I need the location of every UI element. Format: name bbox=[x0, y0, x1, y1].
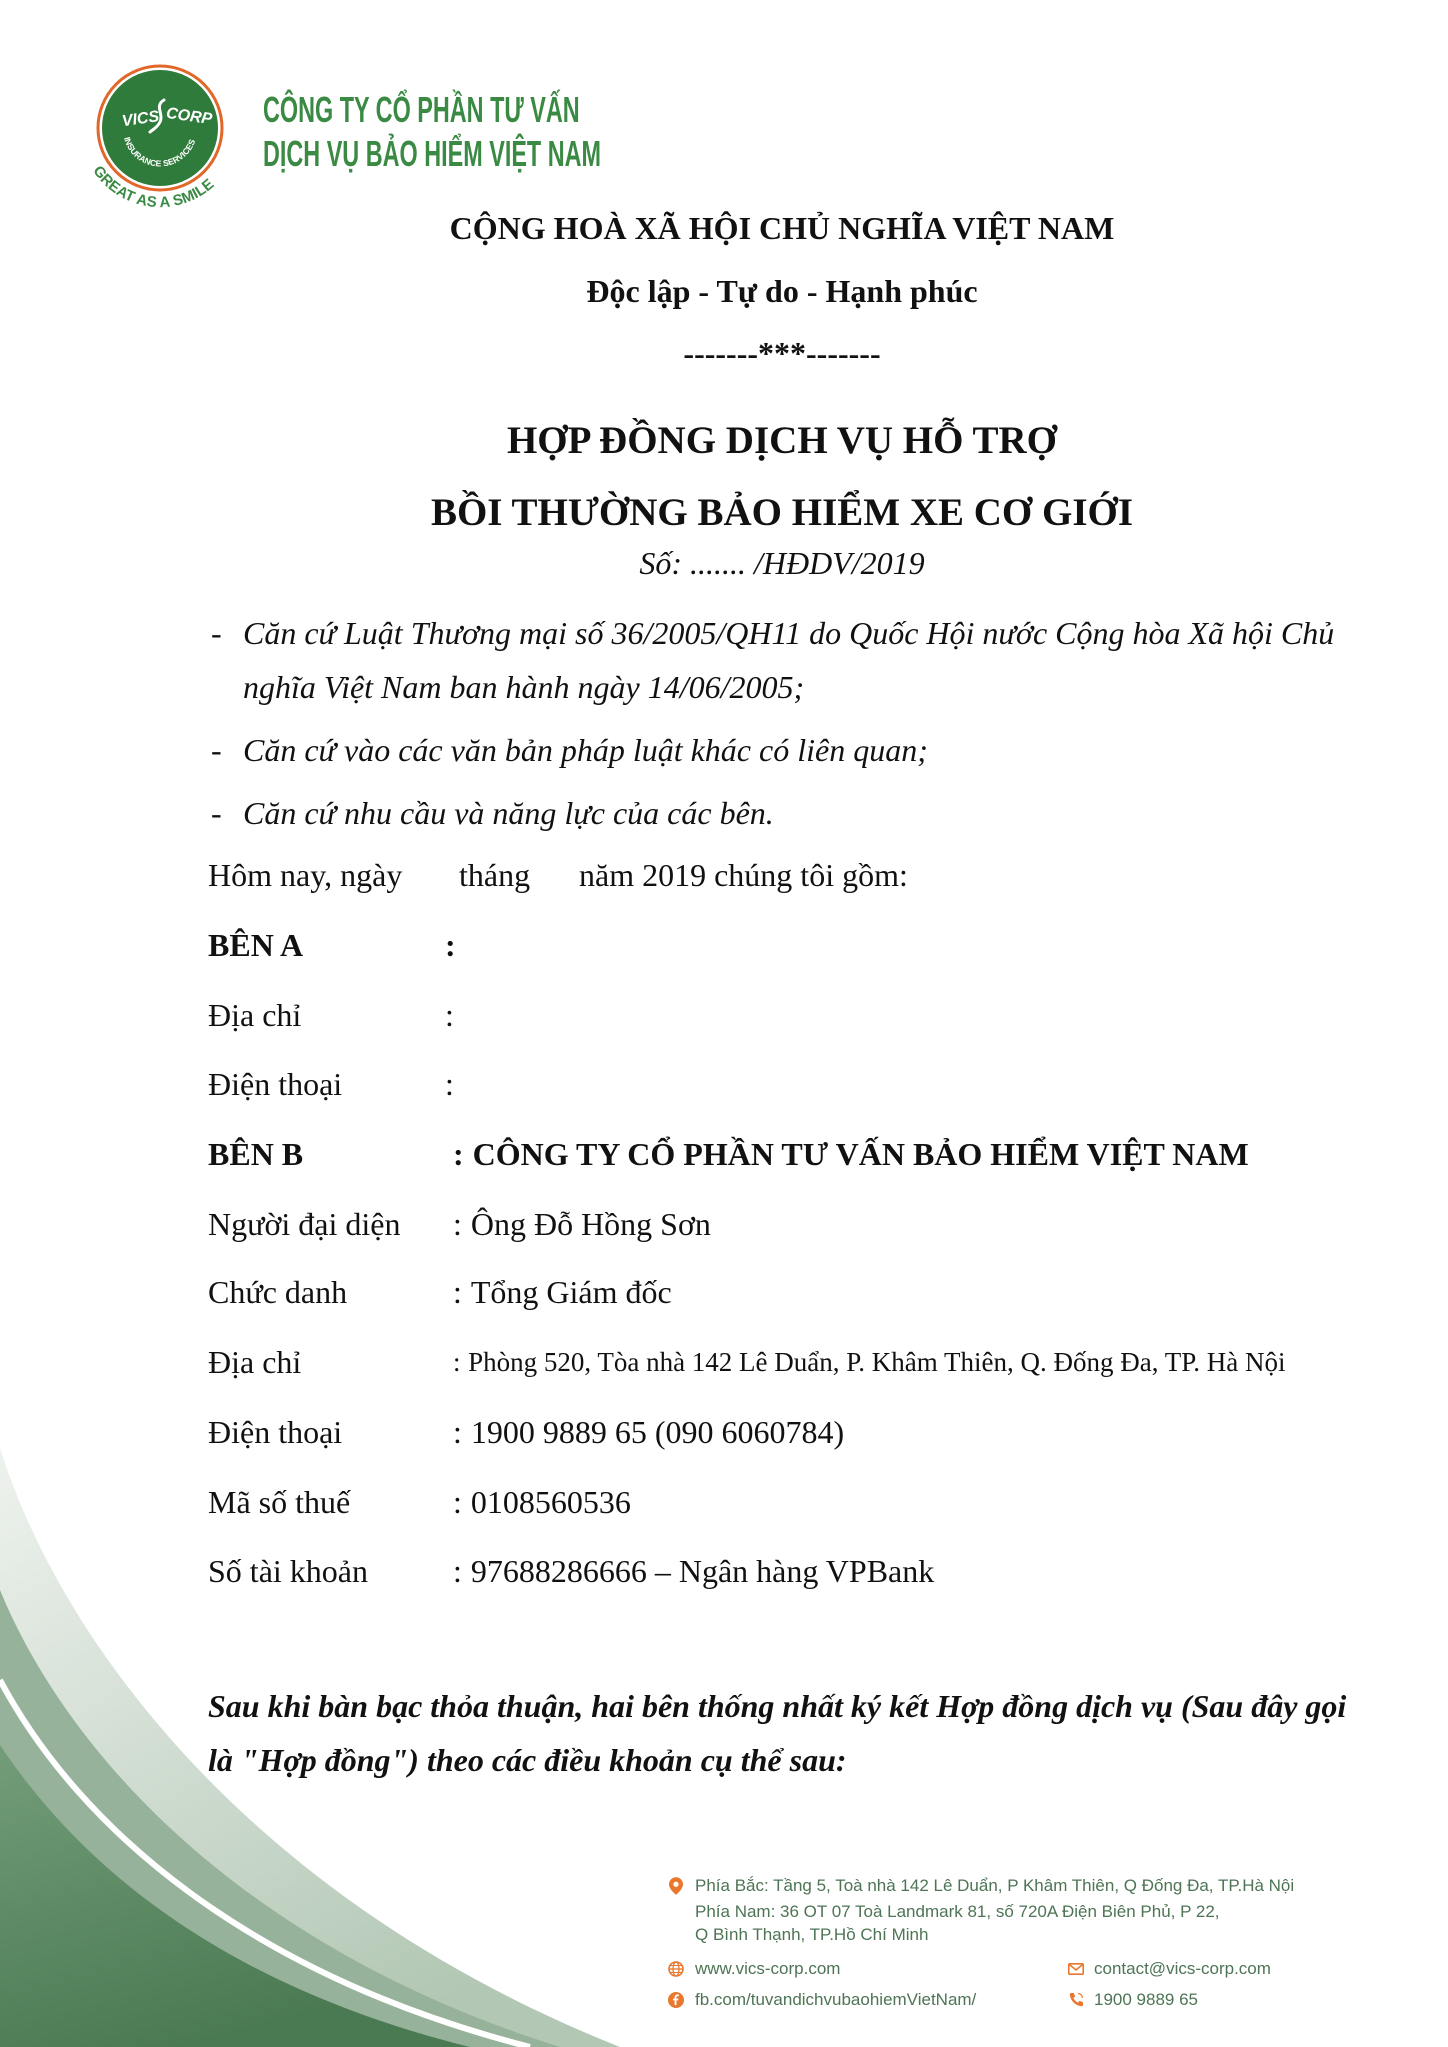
party-b-address-value: Phòng 520, Tòa nhà 142 Lê Duẩn, P. Khâm Thiên, Q. Đống Đa, TP. Hà Nội bbox=[468, 1347, 1286, 1377]
legal-basis-2: Căn cứ vào các văn bản pháp luật khác có liên quan; bbox=[243, 732, 928, 768]
phone-icon bbox=[1068, 1992, 1084, 2008]
logo-tagline: GREAT AS A SMILE bbox=[89, 162, 218, 212]
document-title-line1: HỢP ĐỒNG DỊCH VỤ HỖ TRỢ bbox=[506, 419, 1058, 462]
location-pin-icon bbox=[669, 1877, 683, 1895]
party-b-name-value-group bbox=[453, 1134, 1249, 1174]
header-separator: -------***------- bbox=[683, 335, 881, 371]
position-colon: : bbox=[453, 1274, 462, 1310]
position-value: Tổng Giám đốc bbox=[470, 1274, 672, 1310]
tax-code-value-group bbox=[453, 1482, 631, 1522]
party-b-representative-row bbox=[0, 1204, 1448, 1244]
party-b-colon: : bbox=[453, 1136, 464, 1172]
bullet-dash: - bbox=[211, 795, 222, 831]
tax-code-label: Mã số thuế bbox=[208, 1484, 351, 1520]
account-value: 97688286666 – Ngân hàng VPBank bbox=[470, 1553, 935, 1589]
legal-basis-1-line2: nghĩa Việt Nam ban hành ngày 14/06/2005; bbox=[243, 669, 805, 705]
party-a-colon: : bbox=[445, 927, 456, 963]
party-b-address-label: Địa chỉ bbox=[208, 1344, 302, 1380]
facebook-icon bbox=[668, 1992, 684, 2008]
party-b-address-value-group bbox=[453, 1342, 1286, 1382]
company-logo bbox=[60, 28, 260, 228]
logo-inner-arc: INSURANCE SERVICES bbox=[122, 135, 198, 169]
footer-email: contact@vics-corp.com bbox=[1094, 1959, 1271, 1978]
party-b-phone-label: Điện thoại bbox=[208, 1414, 343, 1450]
party-a-name-row bbox=[0, 925, 1448, 965]
date-line-day: Hôm nay, ngày bbox=[208, 857, 403, 893]
party-b-phone-value: 1900 9889 65 (090 6060784) bbox=[470, 1414, 845, 1450]
party-a-label: BÊN A bbox=[208, 927, 304, 963]
company-name-line2: DỊCH VỤ BẢO HIỂM VIỆT NAM bbox=[263, 133, 602, 174]
legal-basis-1-line1: Căn cứ Luật Thương mại số 36/2005/QH11 do Quốc Hội nước Cộng hòa Xã hội Chủ bbox=[243, 615, 1335, 651]
representative-value-group bbox=[453, 1204, 711, 1244]
footer-address-south-line1: Phía Nam: 36 OT 07 Toà Landmark 81, số 720A Điện Biên Phủ, P 22, bbox=[695, 1902, 1220, 1921]
party-b-company-name: CÔNG TY CỔ PHẦN TƯ VẤN BẢO HIỂM VIỆT NAM bbox=[472, 1136, 1249, 1172]
footer-website: www.vics-corp.com bbox=[695, 1959, 841, 1978]
contract-number: Số: ....... /HĐDV/2019 bbox=[639, 545, 925, 581]
party-b-phone-value-group bbox=[453, 1412, 844, 1452]
party-a-address-row bbox=[0, 995, 1448, 1035]
bullet-dash: - bbox=[211, 615, 222, 651]
party-b-label: BÊN B bbox=[208, 1136, 304, 1172]
date-line-year: năm 2019 chúng tôi gồm: bbox=[579, 857, 908, 893]
motto: Độc lập - Tự do - Hạnh phúc bbox=[586, 273, 978, 309]
party-b-address-row bbox=[0, 1342, 1448, 1382]
closing-line1: Sau khi bàn bạc thỏa thuận, hai bên thống nhất ký kết Hợp đồng dịch vụ (Sau đây gọi bbox=[208, 1688, 1347, 1724]
party-b-tax-code-row bbox=[0, 1482, 1448, 1522]
party-b-address-colon: : bbox=[453, 1347, 461, 1377]
mail-icon bbox=[1068, 1963, 1084, 1975]
footer-facebook: fb.com/tuvandichvubaohiemVietNam/ bbox=[695, 1990, 977, 2009]
bullet-dash: - bbox=[211, 732, 222, 768]
party-b-position-row bbox=[0, 1272, 1448, 1312]
logo-right-word: CORP bbox=[165, 104, 214, 129]
representative-value: Ông Đỗ Hồng Sơn bbox=[470, 1206, 711, 1242]
footer-address-north: Phía Bắc: Tầng 5, Toà nhà 142 Lê Duẩn, P Khâm Thiên, Q Đống Đa, TP.Hà Nội bbox=[695, 1876, 1295, 1895]
logo-left-word: VICS bbox=[120, 108, 161, 131]
party-b-account-row bbox=[0, 1551, 1448, 1591]
account-colon: : bbox=[453, 1553, 462, 1589]
company-name-line1: CÔNG TY CỔ PHẦN TƯ VẤN bbox=[263, 89, 580, 130]
position-value-group bbox=[453, 1272, 672, 1312]
position-label: Chức danh bbox=[208, 1274, 348, 1310]
representative-label: Người đại diện bbox=[208, 1206, 401, 1242]
date-line-month: tháng bbox=[459, 857, 531, 893]
party-a-phone-row bbox=[0, 1064, 1448, 1104]
document-title-line2: BỒI THƯỜNG BẢO HIỂM XE CƠ GIỚI bbox=[430, 491, 1134, 534]
logo-circle bbox=[102, 70, 218, 186]
party-a-phone-label: Điện thoại bbox=[208, 1066, 343, 1102]
tax-code-colon: : bbox=[453, 1484, 462, 1520]
party-b-phone-row bbox=[0, 1412, 1448, 1452]
legal-basis-3: Căn cứ nhu cầu và năng lực của các bên. bbox=[243, 795, 774, 831]
account-value-group bbox=[453, 1551, 934, 1591]
footer-phone: 1900 9889 65 bbox=[1094, 1990, 1198, 2009]
party-b-phone-colon: : bbox=[453, 1414, 462, 1450]
footer-address-south-line2: Q Bình Thạnh, TP.Hồ Chí Minh bbox=[695, 1925, 929, 1944]
party-a-address-label: Địa chỉ bbox=[208, 997, 302, 1033]
closing-line2: là "Hợp đồng") theo các điều khoản cụ thể sau: bbox=[208, 1742, 847, 1778]
party-a-address-colon: : bbox=[445, 997, 454, 1033]
party-a-phone-colon: : bbox=[445, 1066, 454, 1102]
globe-icon bbox=[668, 1961, 684, 1977]
representative-colon: : bbox=[453, 1206, 462, 1242]
nation-heading: CỘNG HOÀ XÃ HỘI CHỦ NGHĨA VIỆT NAM bbox=[449, 210, 1115, 246]
tax-code-value: 0108560536 bbox=[470, 1484, 631, 1520]
account-label: Số tài khoản bbox=[208, 1553, 368, 1589]
party-b-name-row bbox=[0, 1134, 1448, 1174]
